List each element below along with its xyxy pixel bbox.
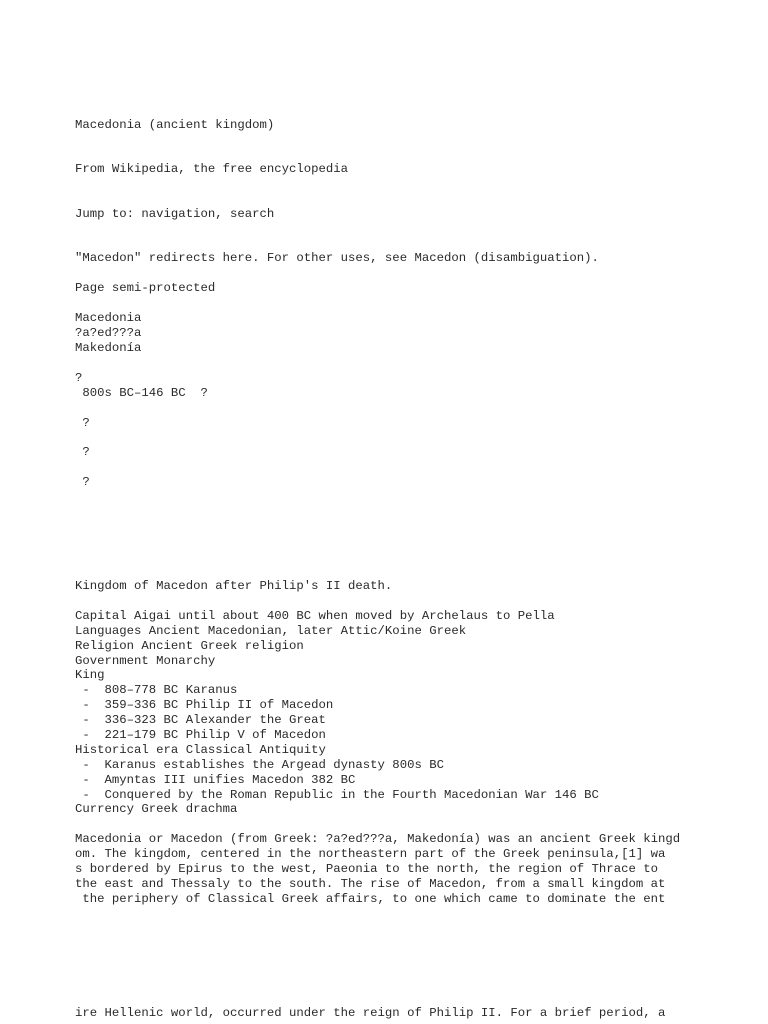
infobox-languages: Languages Ancient Macedonian, later Attic/Koine Greek (75, 624, 467, 638)
infobox-king-row: - 808–778 BC Karanus (75, 683, 238, 697)
tagline: From Wikipedia, the free encyclopedia (75, 162, 349, 176)
infobox-king-row: - 336–323 BC Alexander the Great (75, 713, 326, 727)
infobox-image-placeholder: ? (75, 475, 90, 489)
infobox-era-event: - Conquered by the Roman Republic in the Fourth Macedonian War 146 BC (75, 788, 599, 802)
infobox-king-row: - 221–179 BC Philip V of Macedon (75, 728, 326, 742)
infobox-king-row: - 359–336 BC Philip II of Macedon (75, 698, 334, 712)
infobox-era-event: - Karanus establishes the Argead dynasty 800s BC (75, 758, 444, 772)
infobox-native-name: ?a?ed???a (75, 326, 142, 340)
infobox-currency: Currency Greek drachma (75, 802, 238, 816)
article-title: Macedonia (ancient kingdom) (75, 118, 275, 132)
infobox-capital: Capital Aigai until about 400 BC when moved by Archelaus to Pella (75, 609, 555, 623)
infobox-image-placeholder: ? (75, 416, 90, 430)
infobox-name: Macedonia (75, 311, 142, 325)
map-caption: Kingdom of Macedon after Philip's II death. (75, 579, 393, 593)
infobox-government: Government Monarchy (75, 654, 216, 668)
infobox-era-event: - Amyntas III unifies Macedon 382 BC (75, 773, 356, 787)
body-paragraph-line: Macedonia or Macedon (from Greek: ?a?ed???a, Makedonía) was an ancient Greek kingd (75, 832, 681, 846)
jump-to-links[interactable]: Jump to: navigation, search (75, 207, 275, 221)
infobox-period: 800s BC–146 BC ? (75, 386, 208, 400)
infobox-king-heading: King (75, 668, 105, 682)
body-paragraph-line: the east and Thessaly to the south. The rise of Macedon, from a small kingdom at (75, 877, 666, 891)
infobox-flag-placeholder: ? (75, 371, 83, 385)
body-paragraph-line: s bordered by Epirus to the west, Paeonia to the north, the region of Thrace to (75, 862, 658, 876)
body-paragraph-line: ire Hellenic world, occurred under the reign of Philip II. For a brief period, a (75, 1006, 666, 1020)
infobox-image-placeholder: ? (75, 445, 90, 459)
body-paragraph-line: om. The kingdom, centered in the northeastern part of the Greek peninsula,[1] wa (75, 847, 666, 861)
infobox-transliteration: Makedonía (75, 341, 142, 355)
redirect-hatnote: "Macedon" redirects here. For other uses, see Macedon (disambiguation). (75, 251, 599, 265)
body-paragraph-line: the periphery of Classical Greek affairs, to one which came to dominate the ent (75, 892, 666, 906)
protection-notice: Page semi-protected (75, 281, 216, 295)
infobox-historical-era: Historical era Classical Antiquity (75, 743, 326, 757)
infobox-religion: Religion Ancient Greek religion (75, 639, 304, 653)
